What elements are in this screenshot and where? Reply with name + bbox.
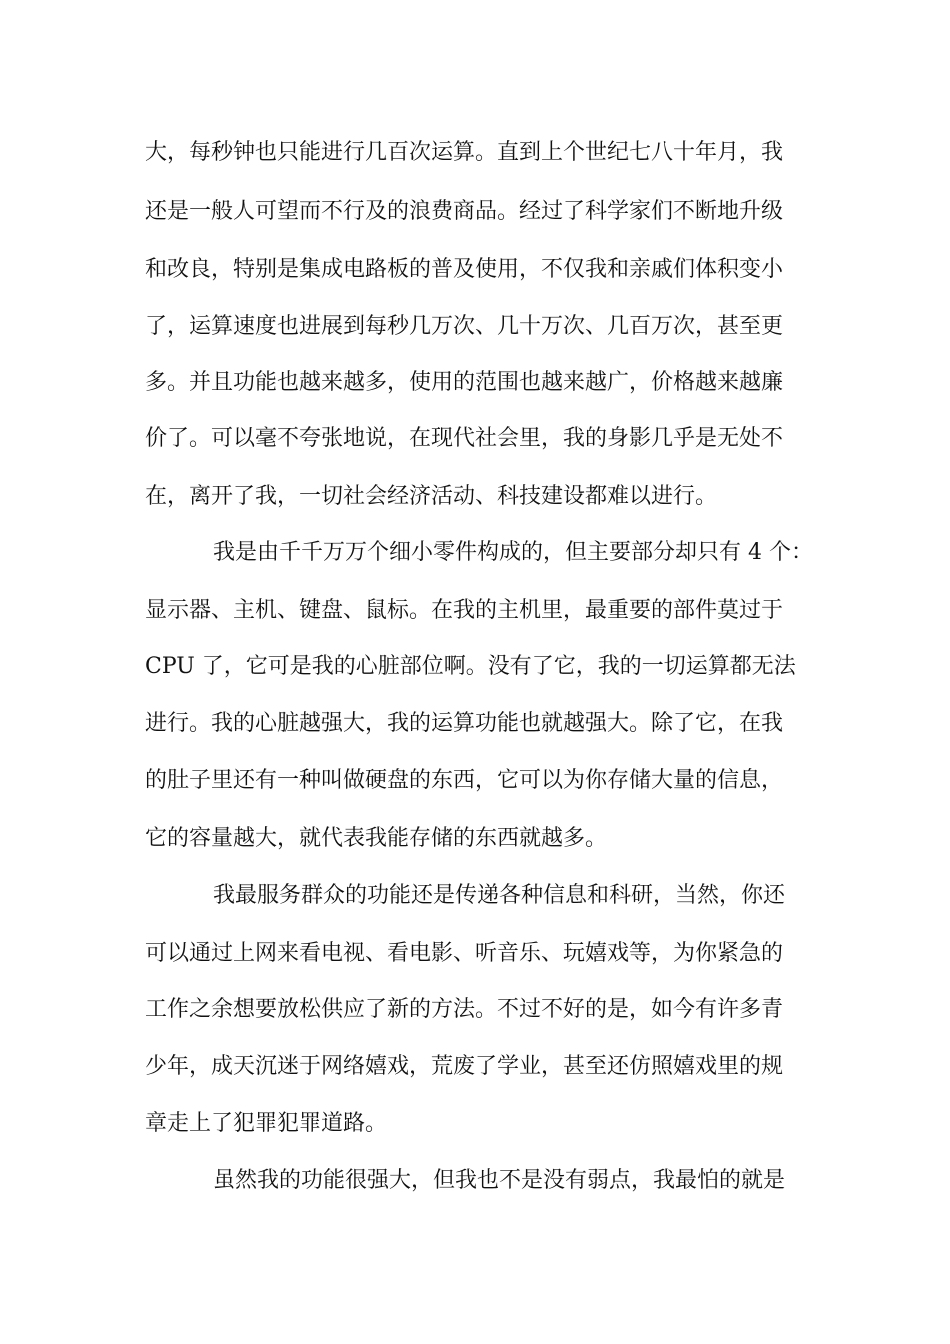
text-line: 多。并且功能也越来越多，使用的范围也越来越广，价格越来越廉 (145, 370, 784, 395)
text-line: 章走上了犯罪犯罪道路。 (145, 1111, 388, 1136)
text-line: 和改良，特别是集成电路板的普及使用，不仅我和亲戚们体积变小 (145, 257, 784, 282)
paragraph-first-line: 我最服务群众的功能还是传递各种信息和科研，当然，你还 (213, 883, 786, 908)
text-line: 少年，成天沉迷于网络嬉戏，荒废了学业，甚至还仿照嬉戏里的规 (145, 1054, 784, 1079)
text-line: 了，运算速度也进展到每秒几万次、几十万次、几百万次，甚至更 (145, 314, 784, 339)
text-line: 显示器、主机、键盘、鼠标。在我的主机里，最重要的部件莫过于 (145, 598, 784, 623)
text-line: 进行。我的心脏越强大，我的运算功能也就越强大。除了它，在我 (145, 711, 784, 736)
text-line: 在，离开了我，一切社会经济活动、科技建设都难以进行。 (145, 484, 718, 509)
paragraph-first-line: 虽然我的功能很强大，但我也不是没有弱点，我最怕的就是 (213, 1168, 786, 1193)
paragraph-first-line: 我是由千千万万个细小零件构成的，但主要部分却只有 4 个： (213, 540, 813, 565)
text-line: 大，每秒钟也只能进行几百次运算。直到上个世纪七八十年月，我 (145, 140, 784, 165)
text-line: 工作之余想要放松供应了新的方法。不过不好的是，如今有许多青 (145, 997, 784, 1022)
text-line: 它的容量越大，就代表我能存储的东西就越多。 (145, 826, 608, 851)
text-line: CPU 了，它可是我的心脏部位啊。没有了它，我的一切运算都无法 (145, 654, 796, 679)
text-line: 可以通过上网来看电视、看电影、听音乐、玩嬉戏等，为你紧急的 (145, 941, 784, 966)
text-line: 价了。可以毫不夸张地说，在现代社会里，我的身影几乎是无处不 (145, 426, 784, 451)
text-line: 还是一般人可望而不行及的浪费商品。经过了科学家们不断地升级 (145, 199, 784, 224)
text-line: 的肚子里还有一种叫做硬盘的东西，它可以为你存储大量的信息， (145, 768, 784, 793)
